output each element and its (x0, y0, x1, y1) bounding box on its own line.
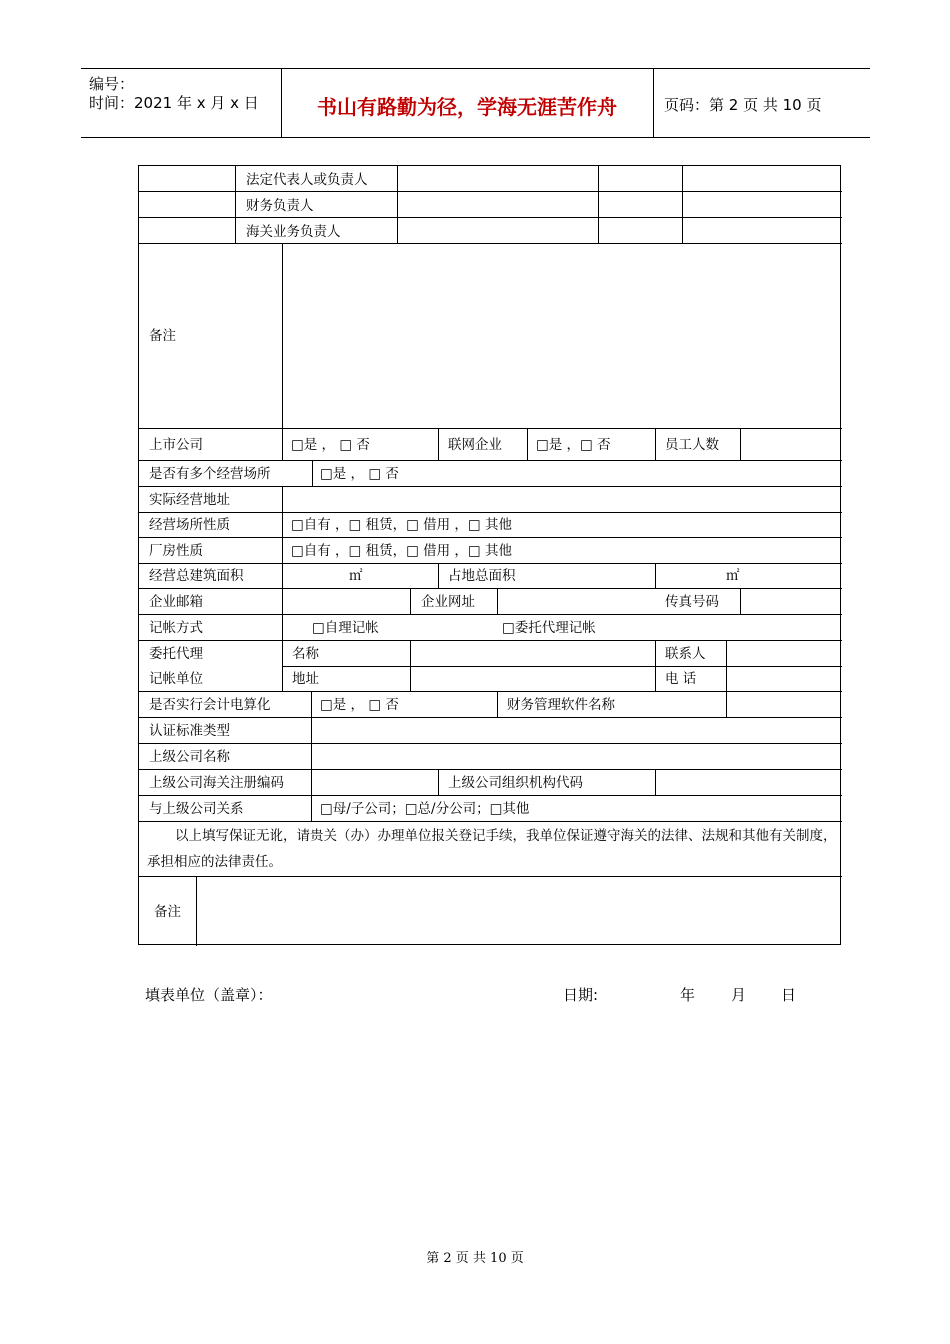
parent-name-label: 上级公司名称 (149, 749, 230, 765)
parent-org-label: 上级公司组织机构代码 (448, 775, 583, 791)
page-label: 页码：第 2 页 共 10 页 (664, 96, 822, 114)
page-number: 第 2 页 共 10 页 (426, 1251, 524, 1266)
self-book-option[interactable]: □自理记帐 (312, 620, 379, 636)
agent-unit-label-2: 记帐单位 (149, 671, 203, 687)
remarks-label: 备注 (154, 904, 181, 920)
computerized-options[interactable]: □是 ， □ 否 (320, 697, 399, 713)
parent-relation-label: 与上级公司关系 (149, 801, 244, 817)
date-label: 日期: (563, 986, 599, 1004)
employees-label: 员工人数 (665, 437, 719, 453)
agent-book-option[interactable]: □委托代理记帐 (502, 620, 596, 636)
phone-label: 电 话 (665, 671, 697, 687)
listed-options[interactable]: □是 ， □ 否 (291, 437, 370, 453)
declaration-text: 以上填写保证无讹，请贵关（办）办理单位报关登记手续，我单位保证遵守海关的法律、法规和其他有关制度，承担相应的法律责任。 (147, 828, 837, 870)
agent-unit-label-1: 委托代理 (149, 646, 203, 662)
signature-label: 填表单位（盖章）： (145, 986, 273, 1004)
agent-address-label: 地址 (292, 671, 319, 687)
rep-finance-label: 财务负责人 (246, 198, 314, 214)
website-label: 企业网址 (421, 594, 475, 610)
header-meta (81, 69, 282, 137)
parent-customs-label: 上级公司海关注册编码 (149, 775, 284, 791)
day-label: 日 (781, 986, 797, 1004)
multi-sites-options[interactable]: □是 ， □ 否 (320, 466, 399, 482)
agent-name-label: 名称 (292, 646, 319, 662)
software-label: 财务管理软件名称 (507, 697, 615, 713)
code-label: 编号： (89, 75, 135, 93)
motto: 书山有路勤为径，学海无涯苦作舟 (317, 95, 617, 119)
year-label: 年 (680, 986, 696, 1004)
sqm-unit: ㎡ (349, 568, 363, 584)
page-header (81, 68, 870, 138)
listed-label: 上市公司 (149, 437, 203, 453)
actual-address-label: 实际经营地址 (149, 492, 230, 508)
sqm-unit: ㎡ (726, 568, 740, 584)
total-area-label: 经营总建筑面积 (149, 568, 244, 584)
rep-customs-label: 海关业务负责人 (246, 224, 341, 240)
plant-nature-label: 厂房性质 (149, 543, 203, 559)
multi-sites-label: 是否有多个经营场所 (149, 466, 271, 482)
bookkeeping-label: 记帐方式 (149, 620, 203, 636)
land-area-label: 占地总面积 (448, 568, 516, 584)
cert-type-label: 认证标准类型 (149, 723, 230, 739)
network-options[interactable]: □是 ，□ 否 (536, 437, 611, 453)
time-label: 时间：2021 年 x 月 x 日 (89, 94, 259, 112)
plant-nature-options[interactable]: □自有 ，□ 租赁，□ 借用 ，□ 其他 (291, 543, 512, 559)
parent-relation-options[interactable]: □母/子公司；□总/分公司；□其他 (320, 801, 530, 817)
computerized-label: 是否实行会计电算化 (149, 697, 271, 713)
month-label: 月 (731, 986, 747, 1004)
site-nature-label: 经营场所性质 (149, 517, 230, 533)
contact-label: 联系人 (665, 646, 706, 662)
fax-label: 传真号码 (665, 594, 719, 610)
email-label: 企业邮箱 (149, 594, 203, 610)
header-motto-cell (281, 69, 654, 137)
site-nature-options[interactable]: □自有 ，□ 租赁，□ 借用 ，□ 其他 (291, 517, 512, 533)
remarks-label: 备注 (149, 328, 176, 344)
network-label: 联网企业 (448, 437, 502, 453)
rep-legal-label: 法定代表人或负责人 (246, 172, 368, 188)
registration-form (138, 165, 841, 945)
header-page-cell (654, 69, 870, 137)
